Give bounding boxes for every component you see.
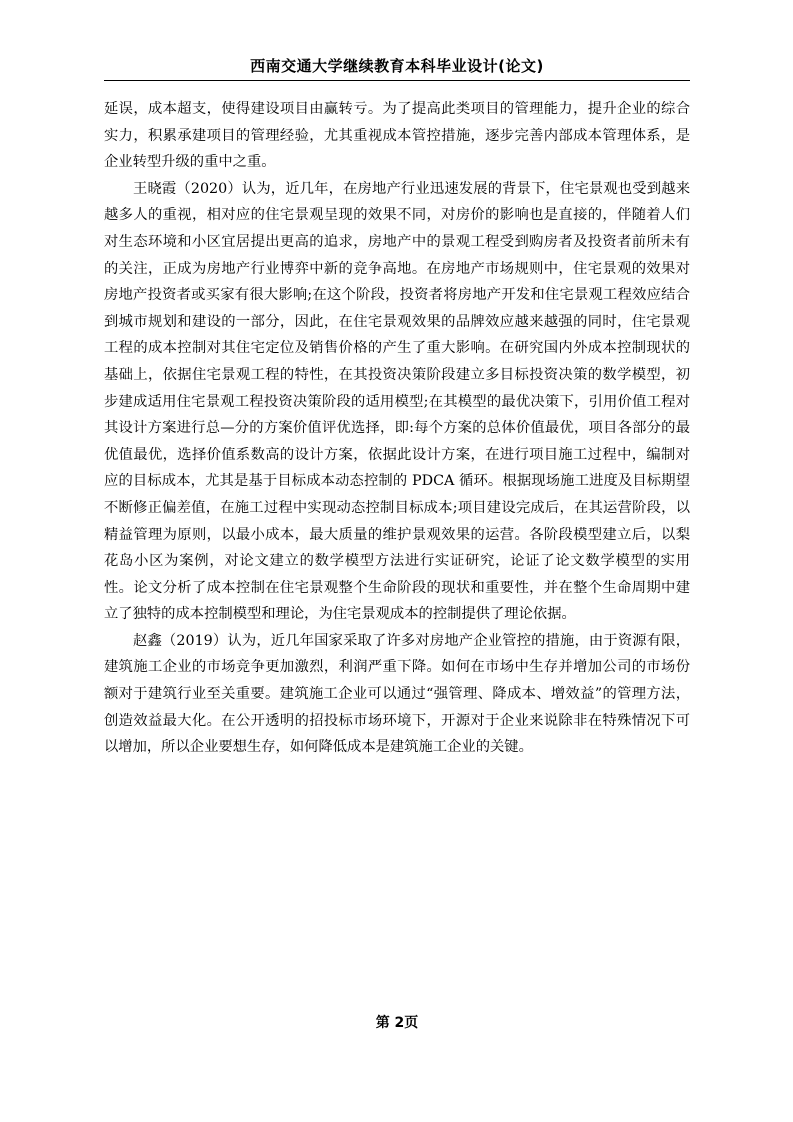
document-body [104,96,690,761]
paragraph-zhao-xin: 赵鑫（2019）认为，近几年国家采取了许多对房地产企业管控的措施，由于资源有限，建筑施工企业的市场竞争更加激烈，利润严重下降。如何在市场中生存并增加公司的市场份额对于建筑行业至关重要。建筑施工企业可以通过“强管理、降成本、增效益”的管理方法，创造效益最大化。在公开透明的招投标市场环境下，开源对于企业来说除非在特殊情况下可以增加，所以企业要想生存，如何降低成本是建筑施工企业的关键。 [104,632,690,756]
paragraph-continuation: 延误，成本超支，使得建设项目由赢转亏。为了提高此类项目的管理能力，提升企业的综合实力，积累承建项目的管理经验，尤其重视成本管控措施，逐步完善内部成本管理体系，是企业转型升级的重中之重。 [104,101,690,171]
paragraph-wang-xiaoxia: 王晓霞（2020）认为，近几年，在房地产行业迅速发展的背景下，住宅景观也受到越来越多人的重视，相对应的住宅景观呈现的效果不同，对房价的影响也是直接的，伴随着人们对生态环境和小区宜居提出更高的追求，房地产中的景观工程受到购房者及投资者前所未有的关注，正成为房地产行业博弈中新的竞争高地。在房地产市场规则中，住宅景观的效果对房地产投资者或买家有很大影响;在这个阶段，投资者将房地产开发和住宅景观工程效应结合到城市规划和建设的一部分，因此，在住宅景观效果的品牌效应越来越强的同时，住宅景观工程的成本控制对其住宅定位及销售价格的产生了重大影响。在研究国内外成本控制现状的基础上，依据住宅景观工程的特性，在其投资决策阶段建立多目标投资决策的数学模型，初步建成适用住宅景观工程投资决策阶段的适用模型;在其模型的最优决策下，引用价值工程对其设计方案进行总—分的方案价值评优选择，即:每个方案的总体价值最优，项目各部分的最优值最优，选择价值系数高的设计方案，依据此设计方案，在进行项目施工过程中，编制对应的目标成本，尤其是基于目标成本动态控制的 PDCA 循环。根据现场施工进度及目标期望不断修正偏差值，在施工过程中实现动态控制目标成本;项目建设完成后，在其运营阶段，以精益管理为原则，以最小成本，最大质量的维护景观效果的运营。各阶段模型建立后，以梨花岛小区为案例，对论文建立的数学模型方法进行实证研究，论证了论文数学模型的实用性。论文分析了成本控制在住宅景观整个生命阶段的现状和重要性，并在整个生命周期中建立了独特的成本控制模型和理论，为住宅景观成本的控制提供了理论依据。 [104,180,691,623]
header-divider [104,80,690,81]
page-number: 第 2页 [375,1015,419,1031]
running-header: 西南交通大学继续教育本科毕业设计(论文) [250,57,544,75]
